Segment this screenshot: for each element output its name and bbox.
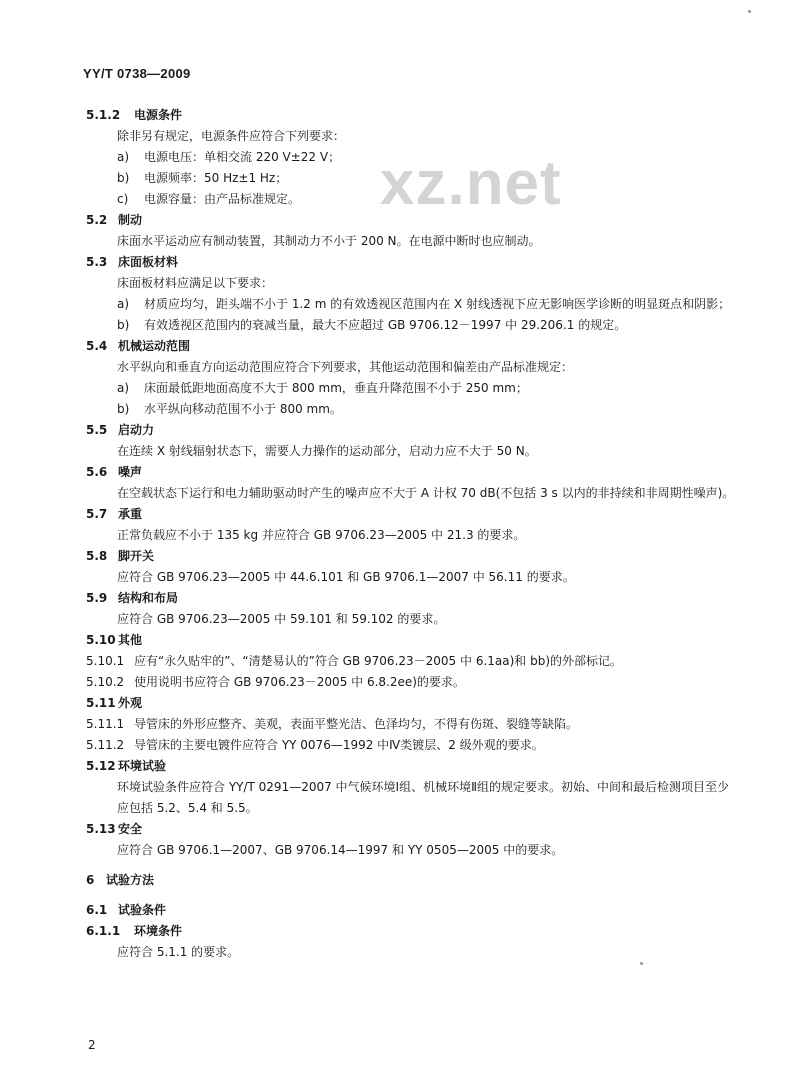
list-item-label: c) bbox=[117, 192, 129, 206]
paragraph: 环境试验条件应符合 YY/T 0291—2007 中气候环境Ⅰ组、机械环境Ⅱ组的规定要求。初始、中间和最后检测项目至少应包括 5.2、5.4 和 5.5。 bbox=[117, 780, 730, 815]
section-number: 5.10 bbox=[86, 633, 116, 647]
clause-text: 使用说明书应符合 GB 9706.23－2005 中 6.8.2ee)的要求。 bbox=[134, 675, 465, 689]
paragraph: 除非另有规定，电源条件应符合下列要求： bbox=[117, 129, 346, 143]
section-heading bbox=[86, 870, 736, 891]
section-title: 启动力 bbox=[118, 423, 155, 437]
section-title: 外观 bbox=[118, 696, 143, 710]
list-item-text: 材质应均匀，距头端不小于 1.2 m 的有效透视区范围内在 X 射线透视下应无影响医学诊断的明显斑点和阴影； bbox=[144, 297, 731, 311]
list-item-label: a) bbox=[117, 381, 130, 395]
clause-number: 5.10.1 bbox=[86, 654, 125, 668]
section-heading bbox=[86, 588, 736, 609]
section-heading bbox=[86, 252, 736, 273]
paragraph: 应符合 GB 9706.1—2007、GB 9706.14—1997 和 YY 0505—2005 中的要求。 bbox=[117, 843, 564, 857]
list-item-text: 电源容量：由产品标准规定。 bbox=[144, 192, 301, 206]
clause bbox=[86, 672, 736, 693]
section-heading bbox=[86, 210, 736, 231]
list-item-label: a) bbox=[117, 150, 130, 164]
section-heading bbox=[86, 756, 736, 777]
section-number: 5.3 bbox=[86, 255, 108, 269]
section-number: 5.13 bbox=[86, 822, 116, 836]
section-number: 5.6 bbox=[86, 465, 108, 479]
scan-speck bbox=[640, 962, 643, 965]
list-item-text: 床面最低距地面高度不大于 800 mm，垂直升降范围不小于 250 mm； bbox=[144, 381, 528, 395]
document-body bbox=[86, 105, 736, 963]
paragraph: 应符合 GB 9706.23—2005 中 44.6.101 和 GB 9706.1—2007 中 56.11 的要求。 bbox=[117, 570, 575, 584]
list-item bbox=[86, 294, 736, 315]
list-item-text: 电源频率：50 Hz±1 Hz； bbox=[144, 171, 288, 185]
clause-text: 导管床的主要电镀件应符合 YY 0076—1992 中Ⅳ类镀层、2 级外观的要求。 bbox=[134, 738, 544, 752]
list-item bbox=[86, 378, 736, 399]
list-item-text: 有效透视区范围内的衰减当量，最大不应超过 GB 9706.12－1997 中 29.206.1 的规定。 bbox=[144, 318, 627, 332]
scan-speck bbox=[748, 10, 751, 13]
list-item bbox=[86, 315, 736, 336]
section-heading bbox=[86, 336, 736, 357]
list-item-text: 电源电压：单相交流 220 V±22 V； bbox=[144, 150, 341, 164]
paragraph: 正常负载应不小于 135 kg 并应符合 GB 9706.23—2005 中 21.3 的要求。 bbox=[117, 528, 526, 542]
section-number: 5.2 bbox=[86, 213, 108, 227]
section-heading bbox=[86, 921, 736, 942]
list-item-label: b) bbox=[117, 171, 130, 185]
section-title: 试验条件 bbox=[118, 903, 167, 917]
paragraph: 在连续 X 射线辐射状态下，需要人力操作的运动部分，启动力应不大于 50 N。 bbox=[117, 444, 537, 458]
section-title: 结构和布局 bbox=[118, 591, 179, 605]
standard-code-header: YY/T 0738—2009 bbox=[83, 66, 191, 81]
paragraph: 水平纵向和垂直方向运动范围应符合下列要求，其他运动范围和偏差由产品标准规定： bbox=[117, 360, 574, 374]
section-number: 6 bbox=[86, 873, 95, 887]
section-number: 6.1.1 bbox=[86, 924, 121, 938]
section-number: 5.4 bbox=[86, 339, 108, 353]
list-item-label: b) bbox=[117, 318, 130, 332]
clause bbox=[86, 735, 736, 756]
section-heading bbox=[86, 546, 736, 567]
paragraph: 在空载状态下运行和电力辅助驱动时产生的噪声应不大于 A 计权 70 dB(不包括 3 s 以内的非持续和非周期性噪声)。 bbox=[117, 486, 735, 500]
clause-text: 导管床的外形应整齐、美观，表面平整光洁、色泽均匀，不得有伤斑、裂缝等缺陷。 bbox=[134, 717, 579, 731]
section-title: 安全 bbox=[118, 822, 143, 836]
section-number: 5.12 bbox=[86, 759, 116, 773]
list-item bbox=[86, 147, 736, 168]
section-number: 5.8 bbox=[86, 549, 108, 563]
section-number: 5.11 bbox=[86, 696, 116, 710]
page-number: 2 bbox=[88, 1038, 96, 1052]
paragraph: 应符合 GB 9706.23—2005 中 59.101 和 59.102 的要求。 bbox=[117, 612, 446, 626]
section-title: 环境条件 bbox=[134, 924, 183, 938]
clause bbox=[86, 714, 736, 735]
clause bbox=[86, 651, 736, 672]
section-heading bbox=[86, 504, 736, 525]
section-title: 脚开关 bbox=[118, 549, 155, 563]
list-item-label: a) bbox=[117, 297, 130, 311]
clause-number: 5.11.1 bbox=[86, 717, 125, 731]
section-number: 5.9 bbox=[86, 591, 108, 605]
section-heading bbox=[86, 630, 736, 651]
section-title: 试验方法 bbox=[106, 873, 155, 887]
section-number: 5.5 bbox=[86, 423, 108, 437]
section-heading bbox=[86, 693, 736, 714]
section-number: 6.1 bbox=[86, 903, 108, 917]
section-title: 制动 bbox=[118, 213, 143, 227]
list-item-text: 水平纵向移动范围不小于 800 mm。 bbox=[144, 402, 342, 416]
section-heading bbox=[86, 900, 736, 921]
clause-text: 应有“永久贴牢的”、“清楚易认的”符合 GB 9706.23－2005 中 6.1aa)和 bb)的外部标记。 bbox=[134, 654, 623, 668]
section-heading bbox=[86, 819, 736, 840]
section-title: 电源条件 bbox=[134, 108, 183, 122]
section-title: 机械运动范围 bbox=[118, 339, 191, 353]
paragraph: 应符合 5.1.1 的要求。 bbox=[117, 945, 240, 959]
list-item-label: b) bbox=[117, 402, 130, 416]
section-title: 环境试验 bbox=[118, 759, 167, 773]
section-heading bbox=[86, 105, 736, 126]
paragraph: 床面水平运动应有制动装置，其制动力不小于 200 N。在电源中断时也应制动。 bbox=[117, 234, 541, 248]
list-item bbox=[86, 399, 736, 420]
section-number: 5.1.2 bbox=[86, 108, 121, 122]
section-heading bbox=[86, 462, 736, 483]
section-title: 其他 bbox=[118, 633, 143, 647]
section-number: 5.7 bbox=[86, 507, 108, 521]
list-item bbox=[86, 189, 736, 210]
clause-number: 5.11.2 bbox=[86, 738, 125, 752]
watermark-text: xz.net bbox=[380, 149, 562, 218]
section-heading bbox=[86, 420, 736, 441]
list-item bbox=[86, 168, 736, 189]
section-title: 承重 bbox=[118, 507, 143, 521]
clause-number: 5.10.2 bbox=[86, 675, 125, 689]
section-title: 床面板材料 bbox=[118, 255, 179, 269]
section-title: 噪声 bbox=[118, 465, 143, 479]
paragraph: 床面板材料应满足以下要求： bbox=[117, 276, 274, 290]
